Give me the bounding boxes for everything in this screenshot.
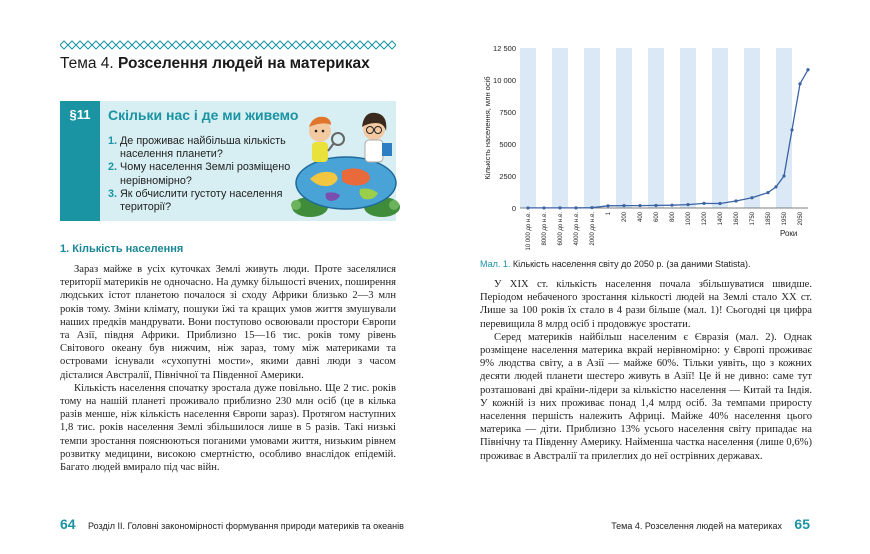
footer-right — [611, 516, 810, 534]
x-tick-label: 1200 — [702, 212, 708, 226]
grid-band — [648, 48, 664, 208]
data-point — [542, 206, 545, 209]
x-tick-label: 1850 — [766, 212, 772, 226]
section-tab — [60, 101, 100, 221]
y-tick-label: 2500 — [499, 172, 516, 181]
question-item — [108, 161, 308, 187]
y-tick-label: 5000 — [499, 140, 516, 149]
data-point — [702, 202, 705, 205]
footer-left — [60, 516, 404, 534]
question-item — [108, 188, 308, 214]
paragraph: Зараз майже в усіх куточках Землі живуть люди. Проте заселялися території материків не одночасно. На думку більшості вчених, поширення людських істот планетою почалося зі сходу Африки близько 2—3 млн років тому. Зміни клімату, пошуки їжі та кращих умов життя змушували наших предків мандрувати. Вони поступово освоювали простори Європи та Азії, півдня Африки. Приблизно 15—16 тис. років тому рівень Світового океану був нижчим, ніж зараз, тому між материками та островами існували «сухопутні мости», якими давні люди з часом дісталися Австралії, Північної та Південної Америки. — [60, 264, 396, 381]
data-point — [606, 204, 609, 207]
grid-band — [552, 48, 568, 208]
section-box — [60, 101, 396, 221]
question-text: Чому населення Землі розміщено нерівномірно? — [120, 161, 291, 187]
data-point — [670, 204, 673, 207]
section-number: §11 — [69, 107, 91, 122]
x-axis-label: Роки — [780, 229, 798, 238]
x-tick-label: 10 000 до н.е. — [526, 212, 532, 251]
x-tick-label: 6000 до н.е. — [558, 212, 564, 246]
grid-band — [744, 48, 760, 208]
y-axis-label: Кількість населення, млн осіб — [483, 76, 492, 180]
data-point — [638, 204, 641, 207]
x-tick-label: 4000 до н.е. — [574, 212, 580, 246]
theme-name: Розселення людей на материках — [118, 55, 370, 72]
x-tick-label: 200 — [622, 212, 628, 223]
x-tick-label: 1600 — [734, 212, 740, 226]
x-tick-label: 600 — [654, 212, 660, 223]
data-point — [558, 206, 561, 209]
x-tick-label: 1950 — [782, 212, 788, 226]
paragraph: У ХІХ ст. кількість населення почала збільшуватися швидше. Періодом небаченого зростання кількості людей на Землі стало ХХ ст. Лише за 100 років їх стало в 4 рази більше (мал. 1)! Сьогодні ця цифра перевищила 8 млрд осіб і продовжує зростати. — [480, 279, 812, 330]
x-tick-label: 1 — [606, 212, 612, 216]
grid-band — [520, 48, 536, 208]
x-tick-label: 400 — [638, 212, 644, 223]
paragraph: Серед материків найбільш населеним є Євразія (мал. 2). Однак розміщене населення материка вкрай нерівномірно: у Європі проживає 9% людства світу, а в Азії — майже 60%. Тільки уявіть, що з кожних десяти людей планети шестеро живуть в Азії! Це й не дивно: саме тут розташовані дві країни-лідери за кількістю населення — Китай та Індія. У кожній із них проживає понад 1,4 млрд осіб. За темпами приросту населення першість належить Африці. Майже 40% населення цього материка — діти. Приблизно 13% усього населення світу припадає на Північну та Південну Америку. Найменша частка населення (лише 0,6%) проживає в Австралії та прилеглих до неї острівних державах. — [480, 331, 812, 462]
question-number: 3. — [108, 187, 118, 200]
data-point — [526, 206, 529, 209]
paragraph: Кількість населення спочатку зростала дуже повільно. Ще 2 тис. років тому на нашій планеті проживало приблизно 230 млн осіб (це в кілька разів менше, ніж кількість населення Європи зараз). Протягом наступних 1,8 тис. років населення Землі збільшилося лише в 5 разів. Такі низькі темпи зростання пояснюються поганими умовами життя, низьким рівнем розвитку медицини, високою смертністю, особливо внаслідок епідемій. Багато людей вмирало під час війн. — [60, 382, 396, 474]
data-point — [790, 128, 793, 131]
grid-band — [616, 48, 632, 208]
footer-running-title: Тема 4. Розселення людей на материках — [611, 521, 782, 531]
data-point — [806, 68, 809, 71]
data-point — [774, 185, 777, 188]
data-point — [734, 199, 737, 202]
ornament-border — [60, 40, 396, 50]
data-point — [574, 206, 577, 209]
grid-band — [712, 48, 728, 208]
population-chart — [478, 40, 818, 255]
caption-label: Мал. 1. — [480, 259, 511, 269]
population-line — [528, 70, 808, 208]
theme-title — [60, 55, 370, 73]
x-tick-label: 1000 — [686, 212, 692, 226]
data-point — [590, 206, 593, 209]
data-point — [782, 174, 785, 177]
footer-running-title: Розділ ІІ. Головні закономірності формування природи материків та океанів — [88, 521, 404, 531]
y-tick-label: 0 — [511, 204, 516, 213]
question-item — [108, 135, 308, 161]
y-tick-label: 12 500 — [493, 44, 516, 53]
question-text: Як обчислити густоту населення території? — [120, 187, 283, 214]
y-tick-label: 10 000 — [493, 76, 516, 85]
data-point — [798, 82, 801, 85]
section-heading: 1. Кількість населення — [60, 243, 184, 255]
x-tick-label: 1750 — [750, 212, 756, 226]
theme-prefix: Тема 4. — [60, 55, 114, 72]
x-tick-label: 8000 до н.е. — [542, 212, 548, 246]
question-number: 2. — [108, 161, 118, 174]
x-tick-label: 2000 до н.е. — [590, 212, 596, 246]
left-body-text — [60, 263, 396, 474]
page-number: 64 — [60, 516, 76, 532]
data-point — [750, 196, 753, 199]
data-point — [766, 191, 769, 194]
data-point — [718, 202, 721, 205]
question-list — [108, 135, 308, 214]
x-tick-label: 1400 — [718, 212, 724, 226]
grid-band — [584, 48, 600, 208]
right-body-text — [480, 278, 812, 463]
scientists-globe-illustration — [290, 105, 400, 221]
figure-caption — [480, 259, 750, 269]
y-tick-label: 7500 — [499, 108, 516, 117]
data-point — [622, 204, 625, 207]
data-point — [654, 204, 657, 207]
grid-band — [680, 48, 696, 208]
data-point — [686, 203, 689, 206]
caption-text: Кількість населення світу до 2050 р. (за даними Statista). — [512, 259, 751, 269]
x-tick-label: 800 — [670, 212, 676, 223]
question-number: 1. — [108, 135, 118, 147]
x-tick-label: 2050 — [798, 212, 804, 226]
question-text: Де проживає найбільша кількість населення планети? — [120, 135, 286, 161]
section-title: Скільки нас і де ми живемо — [108, 107, 299, 123]
page-number: 65 — [794, 516, 810, 532]
